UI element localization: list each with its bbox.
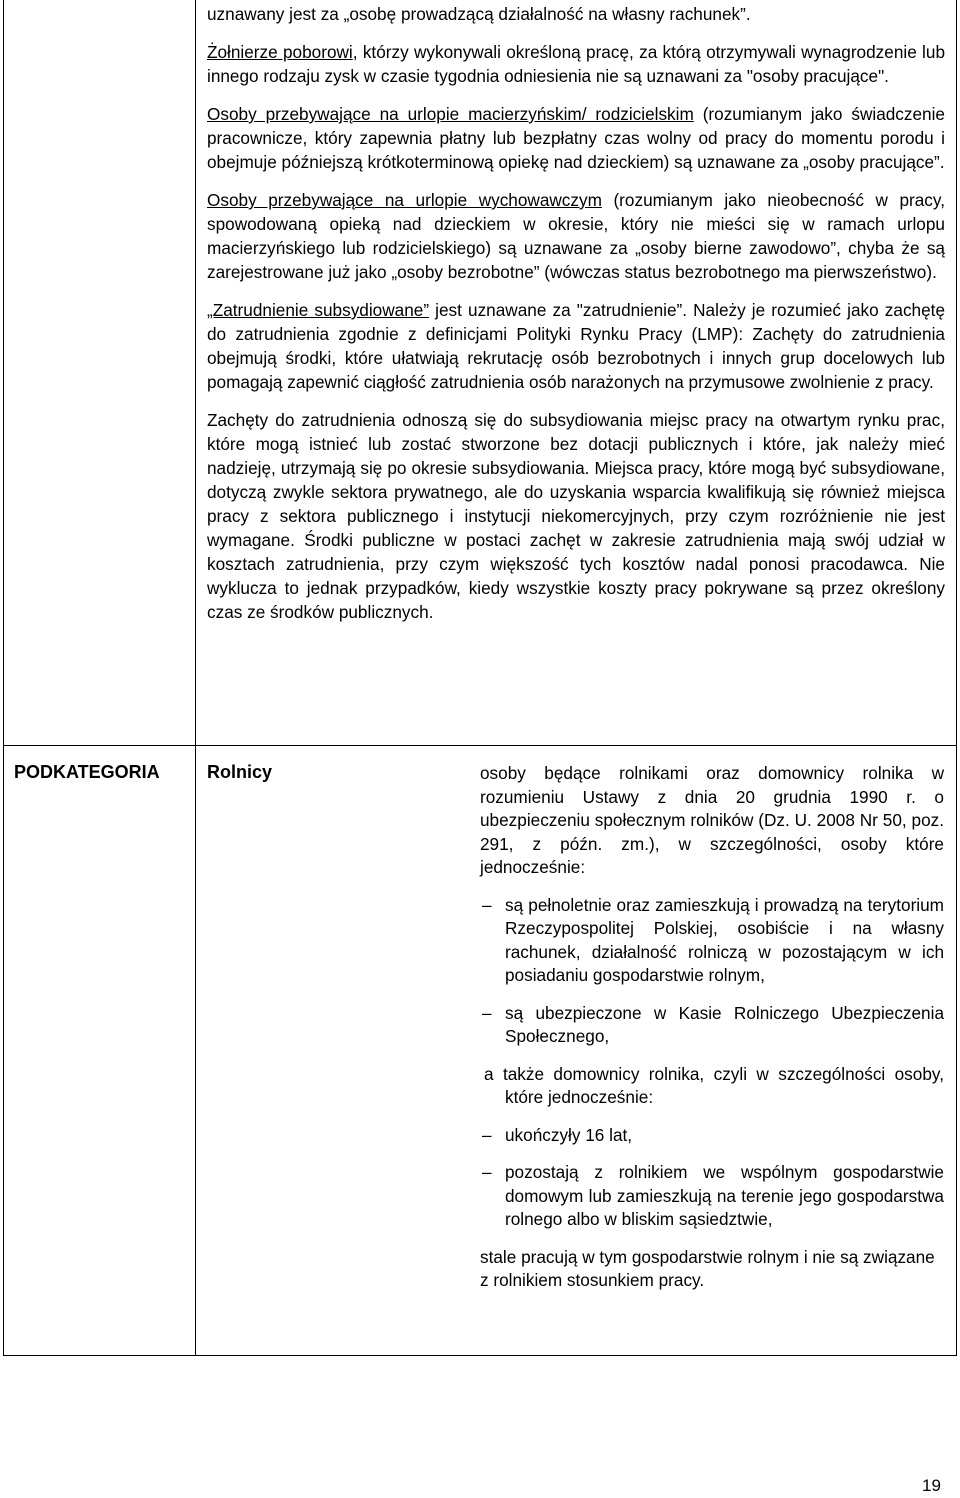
page-number: 19 xyxy=(922,1476,941,1495)
dash-icon: – xyxy=(482,1124,492,1145)
term-parental-leave: Osoby przebywające na urlopie wychowawczym xyxy=(207,190,602,210)
table-border-bottom xyxy=(3,1355,957,1356)
table-border-left xyxy=(3,0,4,1356)
list-item: – są pełnoletnie oraz zamieszkują i prowadzą na terytorium Rzeczypospolitej Polskiej, osobiście i na własny rachunek, działalność rolniczą w pozostającym w ich posiadaniu gospodarstwie rolnym, xyxy=(482,894,944,985)
list-item: – są ubezpieczone w Kasie Rolniczego Ubezpieczenia Społecznego, xyxy=(482,1002,944,1046)
list-item: – pozostają z rolnikiem we wspólnym gospodarstwie domowym lub zamieszkują na terenie jego gospodarstwa rolnego albo w bliskim sąsiedztwie, xyxy=(482,1162,944,1229)
paragraph-subsidised-employment: „Zatrudnienie subsydiowane” jest uznawane za "zatrudnienie”. Należy je rozumieć jako zachętę do zatrudnienia zgodnie z definicjami Polityki Rynku Pracy (LMP): Zachęty do zatrudnienia obejmują środki, które ułatwiają rekrutację osób bezrobotnych i innych grup docelowych lub pomagają zapewnić ciągłość zatrudnienia osób narażonych na przymusowe zwolnienie z pracy. xyxy=(207,300,945,392)
table-border-right xyxy=(956,0,957,1356)
farmers-outro: stale pracują w tym gospodarstwie rolnym i nie są związane z rolnikiem stosunkiem pracy. xyxy=(480,1246,935,1290)
household-members-intro: a także domownicy rolnika, czyli w szczególności osoby, które jednocześnie: xyxy=(484,1063,944,1107)
subcategory-label: Rolnicy xyxy=(207,762,273,782)
list-item: – ukończyły 16 lat, xyxy=(480,1124,944,1148)
dash-icon: – xyxy=(482,1002,492,1023)
table-column-divider xyxy=(195,0,196,1356)
definition-cell xyxy=(207,2,945,624)
term-subsidised-employment: „Zatrudnienie subsydiowane” xyxy=(207,300,430,320)
term-soldiers: Żołnierze poborowi xyxy=(207,42,353,62)
table-row-divider xyxy=(3,745,957,746)
farmers-definition-cell xyxy=(480,762,944,1293)
paragraph-1: uznawany jest za „osobę prowadzącą działalność na własny rachunek”. xyxy=(207,4,751,24)
paragraph-maternity-leave: Osoby przebywające na urlopie macierzyńskim/ rodzicielskim (rozumianym jako świadczenie pracownicze, który zapewnia płatny lub bezpłatny czas wolny od pracy do momentu porodu i obejmuje późniejszą krótkoterminową opiekę nad dzieckiem) są uznawane za „osoby pracujące”. xyxy=(207,104,945,172)
farmers-intro: osoby będące rolnikami oraz domownicy rolnika w rozumieniu Ustawy z dnia 20 grudnia 1990 r. o ubezpieczeniu społecznym rolników (Dz. U. 2008 Nr 50, poz. 291, z późn. zm.), w szczególności, osoby które jednocześnie: xyxy=(480,763,944,877)
paragraph-parental-leave: Osoby przebywające na urlopie wychowawczym (rozumianym jako nieobecność w pracy, spowodowaną opieką nad dzieckiem w okresie, który nie mieści się w ramach urlopu macierzyńskiego lub rodzicielskiego) są uznawane za „osoby bierne zawodowo”, chyba że są zarejestrowane już jako „osoby bezrobotne” (wówczas status bezrobotnego ma pierwszeństwo). xyxy=(207,190,945,282)
category-label: PODKATEGORIA xyxy=(14,762,160,782)
paragraph-soldiers: Żołnierze poborowi, którzy wykonywali określoną pracę, za którą otrzymywali wynagrodzenie lub innego rodzaju zysk w czasie tygodnia odniesienia nie są uznawani za "osoby pracujące". xyxy=(207,42,945,86)
dash-icon: – xyxy=(482,1162,492,1182)
dash-icon: – xyxy=(482,894,492,915)
term-maternity-leave: Osoby przebywające na urlopie macierzyńskim/ rodzicielskim xyxy=(207,104,694,124)
paragraph-employment-incentives: Zachęty do zatrudnienia odnoszą się do subsydiowania miejsc pracy na otwartym rynku prac, które mogą istnieć lub zostać stworzone bez dotacji publicznych i które, jak należy mieć nadzieję, utrzymają się po okresie subsydiowania. Miejsca pracy, które mogą być subsydiowane, dotyczą zwykle sektora prywatnego, ale do uzyskania wsparcia kwalifikują się również miejsca pracy z sektora publicznego i instytucji niekomercyjnych, przy czym rozróżnienie nie jest wymagane. Środki publiczne w postaci zachęt w zakresie zatrudnienia mają swój udział w kosztach zatrudnienia, przy czym większość tych kosztów nadal ponosi pracodawca. Nie wyklucza to jednak przypadków, kiedy wszystkie koszty pracy pokrywane są przez określony czas ze środków publicznych. xyxy=(207,410,945,622)
